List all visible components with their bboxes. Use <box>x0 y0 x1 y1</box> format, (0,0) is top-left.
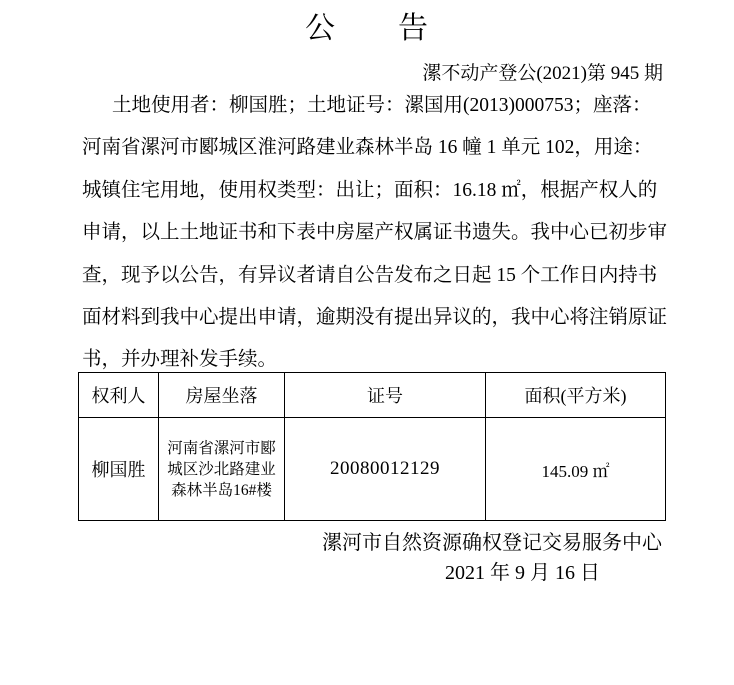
page-title: 公 告 <box>305 12 429 45</box>
body-line-6: 面材料到我中心提出申请，逾期没有提出异议的，我中心将注销原证 <box>82 306 668 328</box>
issue-number: 漯不动产登公(2021)第 945 期 <box>422 63 663 84</box>
body-line-1: 土地使用者：柳国胜；土地证号：漯国用(2013)000753；座落： <box>112 95 652 116</box>
property-rights-table <box>78 372 666 521</box>
cell-owner: 柳国胜 <box>79 418 159 521</box>
body-line-3: 城镇住宅用地，使用权类型：出让；面积：16.18 ㎡，根据产权人的 <box>82 179 658 201</box>
cell-address: 河南省漯河市郾城区沙北路建业森林半岛16#楼 <box>159 418 285 521</box>
body-line-4: 申请，以上土地证书和下表中房屋产权属证书遗失。我中心已初步审 <box>82 222 668 244</box>
body-paragraph <box>82 85 668 382</box>
table-header-row <box>79 373 666 418</box>
body-line-5: 查，现予以公告，有异议者请自公告发布之日起 15 个工作日内持书 <box>82 264 658 286</box>
issuing-authority: 漯河市自然资源确权登记交易服务中心 <box>322 532 662 554</box>
body-line-7: 书，并办理补发手续。 <box>82 349 278 371</box>
cell-area: 145.09 ㎡ <box>486 418 666 521</box>
header-address: 房屋坐落 <box>159 373 285 418</box>
header-cert-number: 证号 <box>285 373 486 418</box>
issue-date: 2021 年 9 月 16 日 <box>445 562 600 584</box>
header-owner: 权利人 <box>79 373 159 418</box>
header-area: 面积(平方米) <box>486 373 666 418</box>
table-row <box>79 418 666 521</box>
body-line-2: 河南省漯河市郾城区淮河路建业森林半岛 16 幢 1 单元 102，用途： <box>82 137 653 159</box>
cell-cert-number: 20080012129 <box>285 418 486 521</box>
